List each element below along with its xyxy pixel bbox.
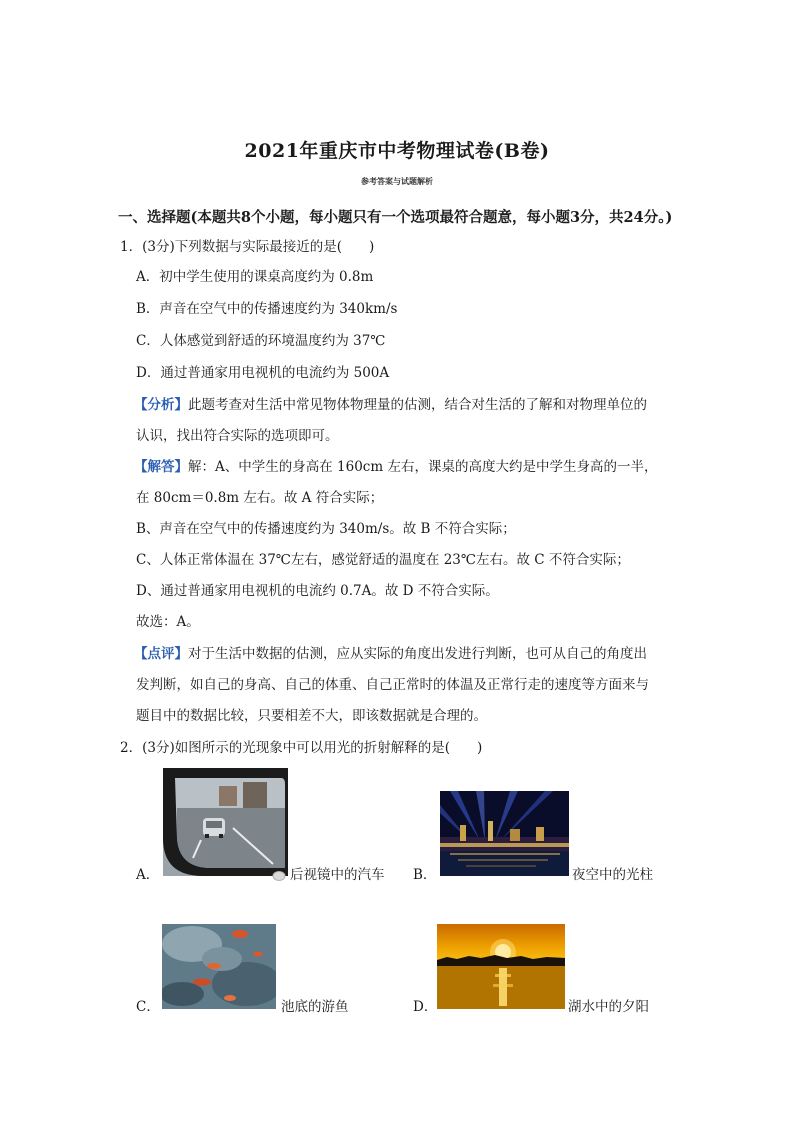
night-light-beams-image bbox=[440, 791, 569, 876]
q1-comment-line1 bbox=[134, 645, 647, 663]
q2-option-a-caption: 后视镜中的汽车 bbox=[290, 867, 385, 883]
q1-choice: 故选：A。 bbox=[136, 614, 200, 630]
q1-answer-line1 bbox=[134, 458, 657, 476]
q2-option-d-caption: 湖水中的夕阳 bbox=[568, 999, 649, 1015]
analysis-tag: 【分析】 bbox=[134, 397, 188, 413]
q1-answer-line3: B、声音在空气中的传播速度约为 340m/s。故 B 不符合实际； bbox=[136, 521, 516, 537]
q2-option-c-letter: C． bbox=[136, 999, 160, 1015]
q2-stem: 2．(3分)如图所示的光现象中可以用光的折射解释的是( ) bbox=[120, 740, 483, 756]
comment-tag: 【点评】 bbox=[134, 646, 188, 662]
q1-answer-line4: C、人体正常体温在 37℃左右，感觉舒适的温度在 23℃左右。故 C 不符合实际； bbox=[136, 552, 630, 568]
q1-comment-line2: 发判断，如自己的身高、自己的体重、自己正常时的体温及正常行走的速度等方面来与 bbox=[136, 677, 649, 693]
q2-option-b-letter: B． bbox=[413, 867, 437, 883]
q1-analysis-line2: 认识，找出符合实际的选项即可。 bbox=[136, 428, 339, 444]
lake-sunset-image bbox=[437, 924, 565, 1009]
answer-text-1: 解：A、中学生的身高在 160cm 左右，课桌的高度大约是中学生身高的一半， bbox=[188, 459, 658, 475]
q1-answer-line2: 在 80cm＝0.8m 左右。故 A 符合实际； bbox=[136, 490, 384, 506]
answer-tag: 【解答】 bbox=[134, 459, 188, 475]
rearview-mirror-image bbox=[163, 768, 288, 876]
section-heading: 一、选择题(本题共8个小题，每小题只有一个选项最符合题意，每小题3分，共24分。) bbox=[118, 209, 673, 226]
q2-option-d-letter: D． bbox=[413, 999, 438, 1015]
comment-text-1: 对于生活中数据的估测，应从实际的角度出发进行判断，也可从自己的角度出 bbox=[188, 646, 647, 662]
q1-option-b: B．声音在空气中的传播速度约为 340km/s bbox=[136, 301, 398, 317]
placeholder-image-icon bbox=[272, 866, 286, 878]
q1-analysis-line1 bbox=[134, 396, 647, 414]
analysis-text-1: 此题考查对生活中常见物体物理量的估测，结合对生活的了解和对物理单位的 bbox=[188, 397, 647, 413]
page-title: 2021年重庆市中考物理试卷(B卷) bbox=[244, 140, 550, 162]
page-subtitle: 参考答案与试题解析 bbox=[361, 176, 433, 186]
q1-option-a: A．初中学生使用的课桌高度约为 0.8m bbox=[136, 269, 374, 285]
q2-option-b-caption: 夜空中的光柱 bbox=[572, 867, 653, 883]
q1-stem: 1．(3分)下列数据与实际最接近的是( ) bbox=[120, 239, 375, 255]
q2-option-c-caption: 池底的游鱼 bbox=[281, 999, 349, 1015]
q2-option-a-letter: A． bbox=[136, 867, 160, 883]
pond-fish-image bbox=[162, 924, 276, 1009]
q1-answer-line5: D、通过普通家用电视机的电流约 0.7A。故 D 不符合实际。 bbox=[136, 583, 499, 599]
q1-comment-line3: 题目中的数据比较，只要相差不大，即该数据就是合理的。 bbox=[136, 708, 487, 724]
q1-option-d: D．通过普通家用电视机的电流约为 500A bbox=[136, 365, 390, 381]
q1-option-c: C．人体感觉到舒适的环境温度约为 37℃ bbox=[136, 333, 386, 349]
